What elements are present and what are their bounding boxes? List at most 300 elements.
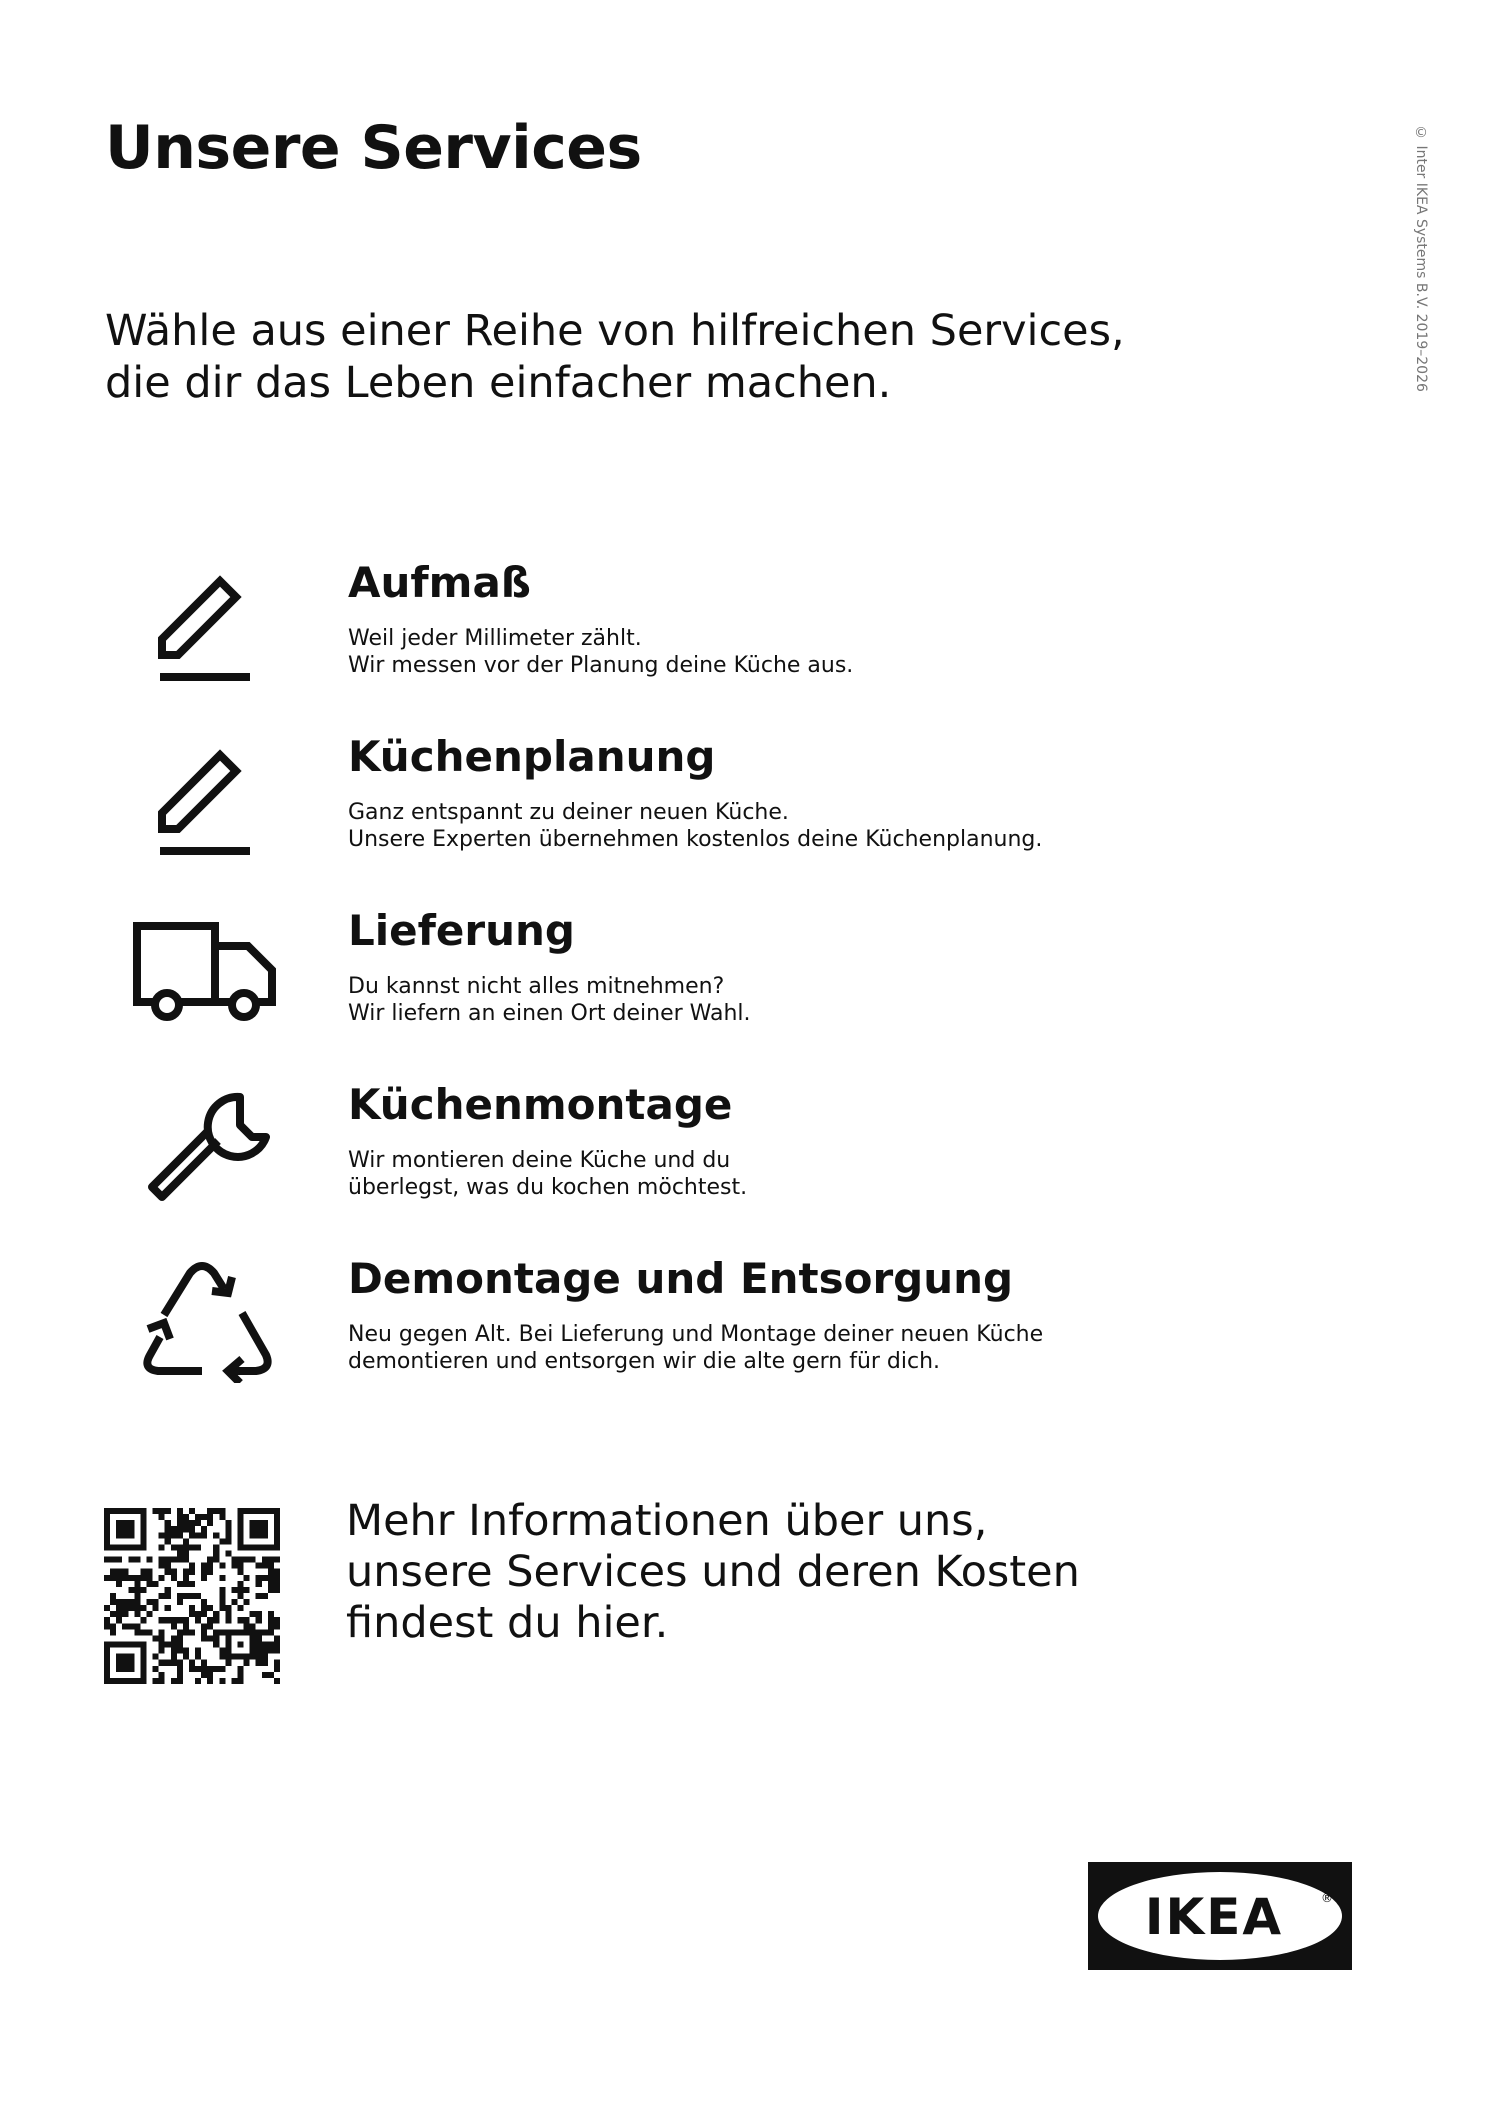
qr-module [213,1544,219,1550]
qr-module [159,1678,165,1684]
qr-module [177,1599,183,1605]
qr-module [116,1611,122,1617]
qr-module [104,1575,110,1581]
qr-module [177,1520,183,1526]
qr-module [268,1629,274,1635]
qr-module [134,1581,140,1587]
qr-module [274,1581,280,1587]
qr-module [104,1672,110,1678]
qr-module [274,1575,280,1581]
qr-module [195,1654,201,1660]
qr-module [225,1660,231,1666]
qr-module [268,1623,274,1629]
qr-module [140,1642,146,1648]
qr-module [153,1678,159,1684]
qr-module [140,1520,146,1526]
qr-module [231,1629,237,1635]
qr-module [268,1581,274,1587]
qr-module [207,1678,213,1684]
qr-module [207,1569,213,1575]
qr-module [165,1538,171,1544]
qr-module [104,1514,110,1520]
qr-module [250,1623,256,1629]
qr-module [256,1532,262,1538]
qr-module [225,1648,231,1654]
qr-module [213,1666,219,1672]
qr-module [116,1575,122,1581]
qr-module [159,1617,165,1623]
qr-module [183,1569,189,1575]
service-description-line: Wir montieren deine Küche und du [348,1148,731,1173]
qr-module [116,1557,122,1563]
qr-module [195,1532,201,1538]
qr-module [146,1629,152,1635]
qr-module [189,1520,195,1526]
qr-module [238,1520,244,1526]
qr-module [104,1623,110,1629]
qr-module [134,1599,140,1605]
qr-module [250,1532,256,1538]
qr-module [159,1635,165,1641]
qr-module [140,1532,146,1538]
qr-module [213,1611,219,1617]
qr-module [104,1654,110,1660]
qr-module [128,1557,134,1563]
qr-module [201,1672,207,1678]
qr-module [159,1557,165,1563]
qr-module [146,1557,152,1563]
qr-module [244,1623,250,1629]
qr-module [104,1642,110,1648]
intro-line-1: Wähle aus einer Reihe von hilfreichen Services, [105,306,1125,356]
more-info-line: findest du hier. [346,1598,669,1648]
qr-module [274,1532,280,1538]
qr-module [177,1672,183,1678]
qr-module [183,1520,189,1526]
qr-module [183,1538,189,1544]
service-title: Aufmaß [348,558,531,607]
qr-module [219,1629,225,1635]
qr-module [153,1635,159,1641]
qr-module [122,1569,128,1575]
qr-module [189,1660,195,1666]
qr-module [159,1672,165,1678]
qr-module [256,1581,262,1587]
qr-module [250,1520,256,1526]
qr-module [207,1635,213,1641]
qr-module [116,1605,122,1611]
qr-module [195,1544,201,1550]
qr-module [153,1666,159,1672]
qr-module [213,1550,219,1556]
qr-module [171,1575,177,1581]
qr-module [140,1648,146,1654]
service-description-line: Wir liefern an einen Ort deiner Wahl. [348,1001,751,1026]
qr-module [207,1508,213,1514]
qr-module [225,1605,231,1611]
qr-module [165,1617,171,1623]
qr-module [189,1526,195,1532]
qr-module [140,1514,146,1520]
qr-module [201,1635,207,1641]
qr-module [274,1508,280,1514]
qr-module [207,1672,213,1678]
qr-module [256,1629,262,1635]
qr-module [268,1587,274,1593]
qr-module [110,1611,116,1617]
qr-module [225,1520,231,1526]
qr-module [104,1532,110,1538]
qr-module [153,1654,159,1660]
qr-module [219,1678,225,1684]
qr-module [238,1526,244,1532]
qr-module [262,1544,268,1550]
more-info-text [346,1496,1080,1649]
qr-module [134,1557,140,1563]
qr-module [116,1617,122,1623]
qr-module [268,1544,274,1550]
qr-module [128,1623,134,1629]
qr-module [268,1557,274,1563]
qr-module [122,1532,128,1538]
service-description [348,625,853,679]
qr-module [274,1623,280,1629]
qr-module [177,1508,183,1514]
qr-module [201,1666,207,1672]
qr-module [122,1666,128,1672]
service-description-line: Weil jeder Millimeter zählt. [348,626,642,651]
qr-code-icon[interactable] [104,1508,280,1684]
qr-module [122,1508,128,1514]
qr-module [183,1550,189,1556]
qr-module [201,1605,207,1611]
qr-module [262,1642,268,1648]
qr-module [140,1575,146,1581]
qr-module [219,1587,225,1593]
qr-module [159,1629,165,1635]
qr-module [250,1654,256,1660]
qr-module [262,1557,268,1563]
qr-module [104,1617,110,1623]
qr-module [262,1532,268,1538]
qr-module [128,1587,134,1593]
service-lieferung [0,905,1100,1065]
qr-module [189,1593,195,1599]
qr-module [189,1508,195,1514]
qr-module [177,1593,183,1599]
qr-module [238,1538,244,1544]
qr-module [177,1617,183,1623]
qr-module [177,1557,183,1563]
qr-module [171,1557,177,1563]
qr-module [116,1508,122,1514]
qr-module [250,1526,256,1532]
qr-module [140,1526,146,1532]
qr-module [165,1593,171,1599]
qr-module [262,1593,268,1599]
qr-module [268,1672,274,1678]
qr-module [244,1629,250,1635]
qr-module [122,1678,128,1684]
qr-module [274,1538,280,1544]
qr-module [274,1587,280,1593]
qr-module [274,1557,280,1563]
service-description [348,799,1042,853]
qr-module [268,1563,274,1569]
qr-module [159,1532,165,1538]
qr-module [128,1599,134,1605]
qr-module [274,1569,280,1575]
qr-module [225,1611,231,1617]
qr-module [140,1629,146,1635]
qr-module [140,1544,146,1550]
qr-module [128,1605,134,1611]
qr-module [128,1544,134,1550]
qr-module [244,1660,250,1666]
qr-module [213,1508,219,1514]
qr-module [134,1629,140,1635]
qr-module [238,1593,244,1599]
qr-module [146,1569,152,1575]
copyright-note: © Inter IKEA Systems B.V. 2019–2026 [1413,125,1429,392]
qr-module [146,1581,152,1587]
qr-module [116,1520,122,1526]
service-aufmass [0,557,1100,717]
qr-module [262,1660,268,1666]
qr-module [146,1599,152,1605]
wrench-icon [120,1079,290,1209]
qr-module [238,1557,244,1563]
qr-module [177,1642,183,1648]
qr-module [183,1557,189,1563]
qr-module [213,1635,219,1641]
qr-module [183,1544,189,1550]
qr-module [274,1648,280,1654]
qr-module [183,1654,189,1660]
qr-module [110,1642,116,1648]
qr-module [207,1617,213,1623]
qr-module [238,1629,244,1635]
qr-module [274,1642,280,1648]
qr-module [219,1599,225,1605]
qr-module [171,1648,177,1654]
qr-module [268,1611,274,1617]
qr-module [201,1532,207,1538]
qr-module [165,1526,171,1532]
qr-module [122,1642,128,1648]
qr-module [177,1526,183,1532]
qr-module [183,1581,189,1587]
qr-module [201,1629,207,1635]
qr-module [122,1654,128,1660]
qr-module [183,1575,189,1581]
qr-module [189,1563,195,1569]
qr-module [225,1642,231,1648]
page-title: Unsere Services [105,113,642,183]
service-description-line: Unsere Experten übernehmen kostenlos deine Küchenplanung. [348,827,1043,852]
qr-module [116,1654,122,1660]
qr-module [231,1599,237,1605]
qr-module [195,1666,201,1672]
qr-module [134,1544,140,1550]
qr-module [213,1629,219,1635]
qr-module [110,1599,116,1605]
qr-module [201,1514,207,1520]
qr-module [225,1550,231,1556]
service-description [348,1147,747,1201]
qr-module [165,1642,171,1648]
service-kuechenmontage [0,1079,1100,1239]
qr-module [244,1544,250,1550]
qr-module [207,1605,213,1611]
qr-module [134,1623,140,1629]
qr-module [159,1575,165,1581]
qr-module [256,1617,262,1623]
qr-module [207,1666,213,1672]
qr-module [122,1526,128,1532]
qr-module [268,1642,274,1648]
qr-module [274,1520,280,1526]
qr-module [213,1617,219,1623]
qr-module [238,1587,244,1593]
qr-module [140,1666,146,1672]
qr-module [256,1611,262,1617]
qr-module [104,1605,110,1611]
qr-module [165,1508,171,1514]
qr-module [195,1514,201,1520]
service-description-line: Wir messen vor der Planung deine Küche aus. [348,653,854,678]
qr-module [238,1605,244,1611]
qr-module [140,1617,146,1623]
qr-module [262,1672,268,1678]
qr-module [140,1660,146,1666]
qr-module [219,1648,225,1654]
qr-module [146,1611,152,1617]
qr-module [189,1666,195,1672]
qr-module [225,1532,231,1538]
qr-module [183,1623,189,1629]
qr-module [171,1635,177,1641]
service-description-line: überlegst, was du kochen möchtest. [348,1175,748,1200]
qr-module [268,1569,274,1575]
qr-module [116,1526,122,1532]
qr-module [201,1526,207,1532]
qr-module [183,1514,189,1520]
qr-module [110,1623,116,1629]
qr-module [274,1514,280,1520]
qr-module [159,1508,165,1514]
qr-module [274,1526,280,1532]
qr-module [165,1660,171,1666]
qr-module [146,1575,152,1581]
qr-module [238,1678,244,1684]
qr-module [128,1532,134,1538]
qr-module [189,1581,195,1587]
qr-module [256,1660,262,1666]
more-info-line: Mehr Informationen über uns, [346,1496,988,1546]
logo-registered-mark: ® [1321,1891,1333,1905]
qr-module [207,1557,213,1563]
qr-module [231,1678,237,1684]
pencil-icon [120,731,290,861]
qr-module [256,1635,262,1641]
qr-module [110,1575,116,1581]
qr-module [256,1654,262,1660]
qr-module [231,1654,237,1660]
qr-module [256,1642,262,1648]
qr-module [238,1672,244,1678]
qr-module [262,1629,268,1635]
qr-module [250,1557,256,1563]
qr-module [213,1557,219,1563]
qr-module [171,1654,177,1660]
qr-module [250,1635,256,1641]
qr-module [140,1605,146,1611]
service-title: Lieferung [348,906,575,955]
qr-module [201,1623,207,1629]
qr-module [207,1520,213,1526]
qr-module [165,1557,171,1563]
qr-module [268,1617,274,1623]
qr-module [153,1581,159,1587]
qr-module [274,1544,280,1550]
qr-module [104,1520,110,1526]
qr-module [195,1678,201,1684]
qr-module [122,1575,128,1581]
qr-module [122,1544,128,1550]
qr-module [256,1575,262,1581]
pencil-icon [120,557,290,687]
qr-module [165,1587,171,1593]
service-description [348,973,751,1027]
qr-module [104,1508,110,1514]
qr-module [177,1678,183,1684]
qr-module [104,1660,110,1666]
qr-module [110,1557,116,1563]
qr-module [134,1593,140,1599]
qr-module [189,1605,195,1611]
qr-module [231,1563,237,1569]
qr-module [183,1526,189,1532]
truck-icon [120,905,290,1035]
qr-module [189,1532,195,1538]
qr-module [128,1654,134,1660]
qr-module [134,1642,140,1648]
qr-module [268,1508,274,1514]
qr-module [201,1660,207,1666]
qr-module [165,1520,171,1526]
qr-module [250,1611,256,1617]
qr-module [219,1654,225,1660]
qr-module [165,1563,171,1569]
qr-module [116,1666,122,1672]
qr-module [219,1538,225,1544]
qr-module [110,1629,116,1635]
qr-module [159,1514,165,1520]
qr-module [171,1660,177,1666]
qr-module [183,1617,189,1623]
qr-module [262,1648,268,1654]
service-kuechenplanung [0,731,1100,891]
intro-line-2: die dir das Leben einfacher machen. [105,358,892,408]
qr-module [256,1508,262,1514]
qr-module [201,1575,207,1581]
qr-module [159,1544,165,1550]
qr-module [165,1569,171,1575]
recycle-icon [120,1253,290,1383]
more-info-line: unsere Services und deren Kosten [346,1547,1080,1597]
qr-module [195,1648,201,1654]
